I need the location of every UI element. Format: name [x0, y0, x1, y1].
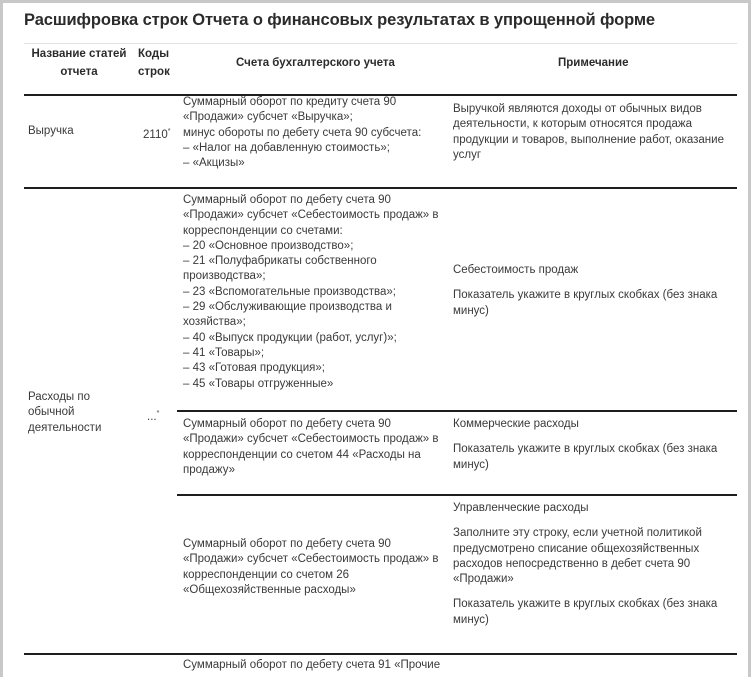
- row-name-expenses: [28, 390, 101, 436]
- note-line: предусмотрено списание общехозяйственных: [453, 542, 700, 555]
- accounts-line: продажу»: [183, 463, 235, 476]
- accounts-line: «Продажи» субсчет «Себестоимость продаж» в: [183, 209, 439, 222]
- page-title: Расшифровка строк Отчета о финансовых результатах в упрощенной форме: [24, 11, 656, 29]
- accounts-line: – 21 «Полуфабрикаты собственного: [183, 255, 377, 268]
- accounts-line: – «Акцизы»: [183, 157, 245, 170]
- note-line: минус): [453, 304, 489, 317]
- note-line: Выручкой являются доходы от обычных видов: [453, 103, 702, 115]
- note-title: Коммерческие расходы: [453, 418, 579, 430]
- column-header-accounts: Счета бухгалтерского учета: [236, 57, 395, 69]
- subrow-note-administrative: [453, 501, 717, 628]
- footnote-mark: *: [167, 128, 171, 135]
- note-line: Показатель укажите в круглых скобках (без знака: [453, 289, 718, 302]
- accounts-line: – 45 «Товары отгруженные»: [183, 377, 334, 390]
- accounts-line: – 41 «Товары»;: [183, 346, 265, 359]
- accounts-line: корреспонденции со счетом 44 «Расходы на: [183, 448, 421, 461]
- title-divider: [24, 43, 737, 44]
- note-title: Себестоимость продаж: [453, 264, 579, 276]
- subrow-note-cost-of-sales: [453, 263, 717, 319]
- column-header-name: [24, 45, 134, 81]
- row-accounts-revenue: [183, 95, 421, 171]
- accounts-line: минус обороты по дебету счета 90 субсчета:: [183, 126, 422, 139]
- row-code-expenses: [147, 406, 159, 425]
- column-header-name-line1: Название статей: [31, 48, 127, 60]
- row-name-line: Расходы по: [28, 391, 90, 403]
- accounts-line: «Общехозяйственные расходы»: [183, 583, 356, 596]
- note-line: продукции и товаров, выполнение работ, оказание: [453, 133, 724, 146]
- accounts-line: – 43 «Готовая продукция»;: [183, 362, 325, 375]
- footnote-mark: *: [156, 410, 160, 417]
- subrow-accounts-commercial: [183, 417, 439, 478]
- note-line: Заполните эту строку, если учетной политикой: [453, 527, 702, 540]
- column-header-code-line1: Коды: [138, 48, 170, 60]
- accounts-line: – 23 «Вспомогательные производства»;: [183, 285, 396, 298]
- accounts-line: Суммарный оборот по дебету счета 90: [183, 538, 391, 550]
- accounts-line: корреспонденции со счетом 26: [183, 568, 350, 581]
- subrow-accounts-administrative: [183, 537, 439, 598]
- row-code-value: ...: [147, 411, 157, 423]
- note-line: минус): [453, 458, 489, 471]
- subrow-note-commercial: [453, 417, 717, 473]
- accounts-line: Суммарный оборот по кредиту счета 90: [183, 96, 397, 108]
- accounts-line: корреспонденции со счетами:: [183, 224, 343, 237]
- subrow-accounts-cost-of-sales: [183, 193, 439, 392]
- note-line: «Продажи»: [453, 573, 514, 586]
- accounts-line: Суммарный оборот по дебету счета 90: [183, 194, 391, 206]
- row-divider: [24, 653, 737, 655]
- accounts-line: – 29 «Обслуживающие производства и: [183, 301, 392, 314]
- accounts-line: «Продажи» субсчет «Себестоимость продаж» в: [183, 553, 439, 566]
- row-name-line: деятельности: [28, 421, 102, 434]
- document-frame: [3, 3, 748, 677]
- accounts-line: «Продажи» субсчет «Себестоимость продаж» в: [183, 433, 439, 446]
- row-code-revenue: [143, 124, 170, 143]
- row-divider: [24, 187, 737, 189]
- row-accounts-partial: Суммарный оборот по дебету счета 91 «Прочие: [183, 659, 441, 671]
- subrow-divider: [177, 410, 737, 412]
- note-line: Показатель укажите в круглых скобках (без знака: [453, 443, 718, 456]
- accounts-line: – «Налог на добавленную стоимость»;: [183, 141, 390, 154]
- note-line: минус): [453, 613, 489, 626]
- note-title: Управленческие расходы: [453, 502, 589, 514]
- accounts-line: производства»;: [183, 270, 266, 283]
- column-header-name-line2: отчета: [60, 66, 98, 78]
- note-line: Показатель укажите в круглых скобках (без знака: [453, 598, 718, 611]
- subrow-divider: [177, 494, 737, 496]
- row-name-revenue: Выручка: [28, 125, 74, 137]
- note-line: услуг: [453, 148, 482, 161]
- row-code-value: 2110: [143, 129, 168, 141]
- row-note-revenue: [453, 102, 724, 163]
- accounts-line: «Продажи» субсчет «Выручка»;: [183, 111, 353, 124]
- column-header-code: [138, 45, 170, 81]
- column-header-code-line2: строк: [138, 66, 170, 78]
- accounts-line: – 20 «Основное производство»;: [183, 239, 354, 252]
- accounts-line: Суммарный оборот по дебету счета 90: [183, 418, 391, 430]
- column-header-note: Примечание: [558, 57, 629, 69]
- accounts-line: – 40 «Выпуск продукции (работ, услуг)»;: [183, 331, 397, 344]
- row-name-line: обычной: [28, 406, 75, 419]
- note-line: деятельности, к которым относятся продажа: [453, 118, 692, 131]
- note-line: расходов непосредственно в дебет счета 90: [453, 557, 691, 570]
- accounts-line: хозяйства»;: [183, 316, 246, 329]
